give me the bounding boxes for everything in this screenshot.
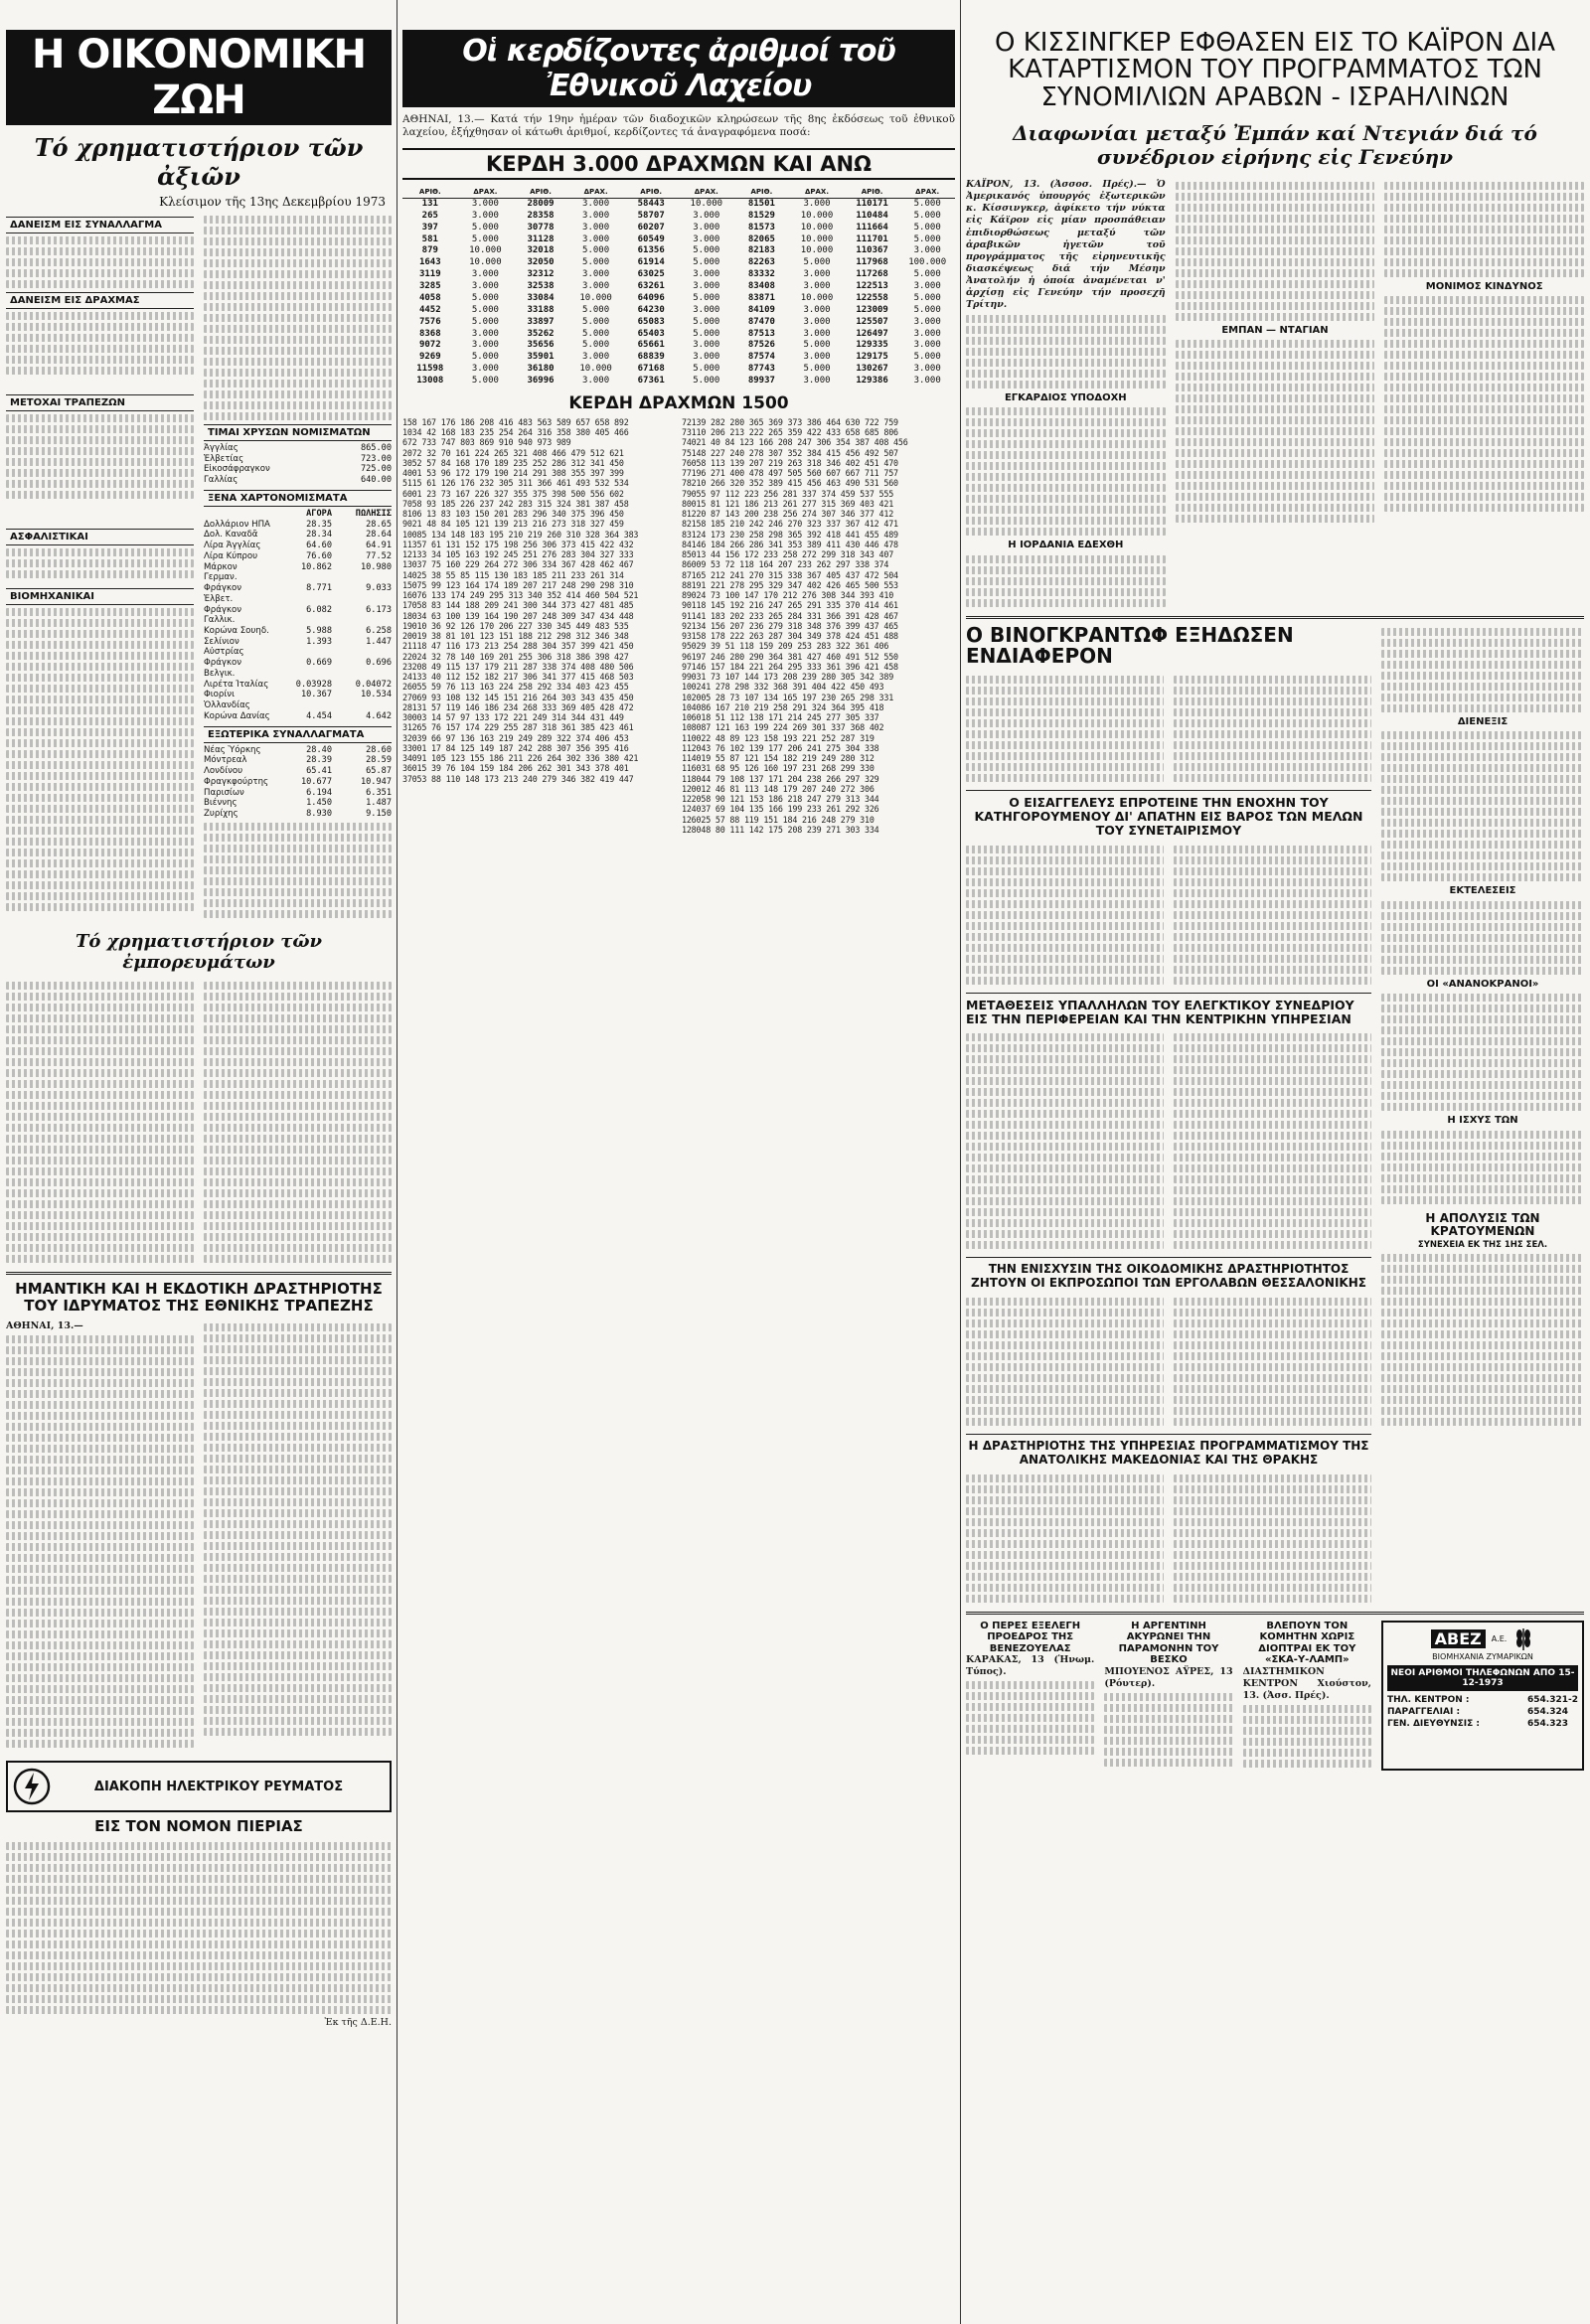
kissinger-lead: ΚΑΪΡΟΝ, 13. (Ἀσσοσ. Πρές).— Ὁ Ἀμερικανός ὑπουργός ἐξωτερικῶν κ. Κίσσινγκερ, ἀφίκετο τήν νύκτα εἰς Κάϊρον εἰς μίαν προσπάθειαν ἐπιδιορθώσεως μεταξύ τῶν ἀραβικῶν ἡγετῶν τοῦ προγράμματος τῆς εἰρηνευτικῆς διασκέψεως διά τήν Μέσην Ἀνατολήν ἡ ὁποία ἀναμένεται ν' ἀρχίσῃ εἰς Γενεύην τήν προσεχῆ Τρίτην. bbox=[966, 178, 1166, 311]
note-row: Μάρκον Γερμαν. 10.862 10.980 bbox=[204, 561, 392, 583]
gold-row: Γαλλίας 640.00 bbox=[204, 475, 392, 486]
subsection-label: Η ΙΣΧΥΣ ΤΩΝ bbox=[1447, 1115, 1518, 1127]
table-cell: 10.000 bbox=[800, 210, 834, 221]
dei-logo-icon bbox=[12, 1767, 52, 1806]
table-cell: 3.000 bbox=[803, 198, 831, 209]
ad-line-value: 654.323 bbox=[1527, 1718, 1568, 1729]
subsection-label: ΕΚΤΕΛΕΣΕΙΣ bbox=[1449, 885, 1516, 897]
table-cell: 61914 bbox=[637, 257, 665, 268]
notes-header: ΑΓΟΡΑ ΠΩΛΗΣΙΣ bbox=[306, 508, 392, 519]
table-cell: 83332 bbox=[747, 269, 775, 280]
ad-line-label: ΤΗΛ. ΚΕΝΤΡΟΝ : bbox=[1387, 1694, 1470, 1705]
note-row: Φράγκον Γαλλικ. 6.082 6.173 bbox=[204, 604, 392, 626]
wheat-logo-icon bbox=[1512, 1627, 1534, 1652]
table-header: ΑΡΙΘ. bbox=[513, 186, 568, 199]
table-cell: 3.000 bbox=[582, 269, 610, 280]
table-cell: 130267 bbox=[856, 364, 888, 375]
table-cell: 5.000 bbox=[471, 304, 499, 315]
table-cell: 3.000 bbox=[803, 316, 831, 327]
table-cell: 3.000 bbox=[471, 198, 499, 209]
table-cell: 5.000 bbox=[803, 364, 831, 375]
table-header: ΔΡΑΧ. bbox=[679, 186, 734, 199]
vinogradov-headline: Ο ΒΙΝΟΓΚΡΑΝΤΩΦ ΕΞΗΔΩΣΕΝ ΕΝΔΙΑΦΕΡΟΝ bbox=[966, 622, 1294, 668]
table-cell: 3.000 bbox=[471, 269, 499, 280]
subsection-label: ΟΙ «ΑΝΑΝΟΚΡΑΝΟΙ» bbox=[1426, 978, 1539, 990]
table-cell: 32050 bbox=[527, 257, 555, 268]
table-cell: 5.000 bbox=[803, 340, 831, 351]
table-cell: 5.000 bbox=[913, 304, 941, 315]
table-cell: 3.000 bbox=[803, 352, 831, 363]
table-cell: 5.000 bbox=[471, 233, 499, 244]
gold-row: Ἀγγλίας 865.00 bbox=[204, 443, 392, 453]
table-cell: 397 bbox=[421, 222, 438, 232]
prize-numbers-block: 158 167 176 186 208 416 483 563 589 657 658 892 1034 42 168 183 235 254 264 316 358 380 405 466 672 733 747 803 869 910 940 973 989 2072 32 70 161 224 265 321 408 466 479 512 621 3052 57 84 168 170 189 235 252 286 312 341 450 4001 53 96 172 179 190 214 291 308 355 397 399 5115 61 126 176 232 305 311 366 461 493 532 534 6001 23 73 167 226 327 355 375 398 500 556 602 7058 93 185 226 237 242 283 315 324 381 387 458 8106 13 83 103 150 201 283 296 340 375 396 450 9021 48 84 105 121 139 213 216 273 318 327 459 10085 134 148 183 195 210 219 260 310 328 364 383 11357 61 131 152 175 198 256 306 373 415 422 432 12133 34 105 163 192 245 251 276 283 304 327 333 13037 75 160 229 264 272 306 334 367 428 462 467 14025 38 55 85 115 130 183 185 211 233 261 314 15075 99 123 164 174 189 207 217 248 290 298 310 16076 133 174 249 295 313 340 352 414 460 504 521 17058 83 144 188 209 241 300 344 373 427 481 485 18034 63 100 139 164 190 207 248 309 347 434 448 19010 36 92 126 170 206 227 330 345 449 483 535 20019 38 81 101 123 151 188 212 298 312 346 348 21118 47 116 173 213 254 288 304 357 399 421 450 22024 32 78 140 169 201 255 306 318 386 398 427 23208 49 115 137 179 211 287 338 374 408 480 506 24133 40 112 152 182 217 306 341 377 415 468 503 26055 59 76 113 163 224 258 292 334 403 423 455 27069 93 108 132 145 151 216 264 303 343 435 450 28131 57 119 146 186 234 268 333 369 405 428 472 30003 14 57 97 133 172 221 249 314 344 431 449 31265 76 157 174 229 255 287 318 361 385 423 461 32039 66 97 136 163 219 249 289 322 374 406 453 33001 17 84 125 149 187 242 288 307 356 395 416 34091 105 123 155 186 211 226 264 302 336 380 421 36015 39 76 104 159 184 206 262 301 343 378 401 37053 88 110 148 173 213 240 279 346 382 419 447 bbox=[402, 416, 639, 784]
table-cell: 63261 bbox=[637, 281, 665, 292]
table-cell: 3.000 bbox=[693, 210, 720, 221]
bank-activity-headline: ΗΜΑΝΤΙΚΗ ΚΑΙ Η ΕΚΔΟΤΙΚΗ ΔΡΑΣΤΗΡΙΟΤΗΣ ΤΟΥ ΙΔΡΥΜΑΤΟΣ ΤΗΣ ΕΘΝΙΚΗΣ ΤΡΑΠΕΖΗΣ bbox=[15, 1279, 383, 1316]
table-cell: 3.000 bbox=[913, 245, 941, 256]
table-cell: 9269 bbox=[418, 352, 441, 363]
table-cell: 265 bbox=[421, 210, 438, 221]
table-cell: 1643 bbox=[418, 257, 441, 268]
table-cell: 110171 bbox=[856, 198, 888, 209]
table-cell: 5.000 bbox=[582, 340, 610, 351]
table-cell: 11598 bbox=[416, 364, 444, 375]
table-cell: 122558 bbox=[856, 292, 888, 303]
table-cell: 110484 bbox=[856, 210, 888, 221]
exchange-label: ΕΞΩΤΕΡΙΚΑ ΣΥΝΑΛΛΑΓΜΑΤΑ bbox=[204, 726, 392, 743]
table-cell: 3.000 bbox=[913, 316, 941, 327]
construction-headline: ΤΗΝ ΕΝΙΣΧΥΣΙΝ ΤΗΣ ΟΙΚΟΔΟΜΙΚΗΣ ΔΡΑΣΤΗΡΙΟΤΗΤΟΣ ΖΗΤΟΥΝ ΟΙ ΕΚΠΡΟΣΩΠΟΙ ΤΩΝ ΕΡΓΟΛΑΒΩΝ ΘΕΣΣΑΛΟΝΙΚΗΣ bbox=[971, 1262, 1366, 1291]
release-continued: ΣΥΝΕΧΕΙΑ ΕΚ ΤΗΣ 1ΗΣ ΣΕΛ. bbox=[1417, 1240, 1548, 1251]
bank-dateline: ΑΘΗΝΑΙ, 13.— bbox=[6, 1320, 83, 1332]
table-cell: 3.000 bbox=[582, 222, 610, 232]
table-cell: 36996 bbox=[527, 376, 555, 387]
note-row: Κορώνα Δανίας 4.454 4.642 bbox=[204, 710, 392, 721]
subsection-label: Η ΙΟΡΔΑΝΙΑ ΕΔΕΧΘΗ bbox=[1008, 540, 1124, 551]
table-cell: 32018 bbox=[527, 245, 555, 256]
exchange-row: Παρισίων 6.194 6.351 bbox=[204, 787, 392, 798]
table-cell: 32538 bbox=[527, 281, 555, 292]
table-header: ΑΡΙΘ. bbox=[734, 186, 790, 199]
news-column bbox=[966, 0, 1584, 2324]
table-cell: 5.000 bbox=[693, 257, 720, 268]
table-cell: 81573 bbox=[747, 222, 775, 232]
exchange-row: Φραγκφούρτης 10.677 10.947 bbox=[204, 776, 392, 787]
exchange-row: Νέας Ὑόρκης 28.40 28.60 bbox=[204, 744, 392, 755]
table-header: ΔΡΑΧ. bbox=[899, 186, 955, 199]
table-cell: 129175 bbox=[856, 352, 888, 363]
table-cell: 28009 bbox=[527, 198, 555, 209]
lottery-masthead: Οἱ κερδίζοντες ἀριθμοί τοῦ Ἐθνικοῦ Λαχείου bbox=[402, 30, 955, 107]
fraud-case-headline: Ο ΕΙΣΑΓΓΕΛΕΥΣ ΕΠΡΟΤΕΙΝΕ ΤΗΝ ΕΝΟΧΗΝ ΤΟΥ ΚΑΤΗΓΟΡΟΥΜΕΝΟΥ ΔΙ' ΑΠΑΤΗΝ ΕΙΣ ΒΑΡΟΣ ΤΩΝ ΜΕΛΩΝ ΤΟΥ ΣΥΝΕΤΑΙΡΙΣΜΟΥ bbox=[974, 794, 1363, 839]
table-cell: 125507 bbox=[856, 316, 888, 327]
table-cell: 129386 bbox=[856, 376, 888, 387]
table-cell: 3.000 bbox=[693, 352, 720, 363]
table-cell: 5.000 bbox=[582, 304, 610, 315]
table-cell: 111664 bbox=[856, 222, 888, 232]
table-cell: 3.000 bbox=[582, 198, 610, 209]
table-cell: 63025 bbox=[637, 269, 665, 280]
note-row: Σελίνιον Αὐστρίας 1.393 1.447 bbox=[204, 636, 392, 658]
table-cell: 5.000 bbox=[913, 222, 941, 232]
venezuela-dateline: ΚΑΡΑΚΑΣ, 13 (Ἡνωμ. Τύπος). bbox=[966, 1654, 1095, 1678]
gold-coins-label: ΤΙΜΑΙ ΧΡΥΣΩΝ ΝΟΜΙΣΜΑΤΩΝ bbox=[204, 424, 392, 441]
table-cell: 87526 bbox=[747, 340, 775, 351]
table-cell: 87470 bbox=[747, 316, 775, 327]
table-cell: 60549 bbox=[637, 233, 665, 244]
table-cell: 131 bbox=[421, 198, 438, 209]
table-cell: 58707 bbox=[637, 210, 665, 221]
table-cell: 81529 bbox=[747, 210, 775, 221]
table-cell: 13008 bbox=[416, 376, 444, 387]
table-cell: 87574 bbox=[747, 352, 775, 363]
economy-masthead: Η ΟΙΚΟΝΟΜΙΚΗ ΖΩΗ bbox=[6, 30, 392, 125]
table-cell: 5.000 bbox=[471, 376, 499, 387]
table-cell: 83871 bbox=[747, 292, 775, 303]
table-header: ΔΡΑΧ. bbox=[789, 186, 845, 199]
table-header: ΑΡΙΘ. bbox=[623, 186, 679, 199]
table-cell: 68839 bbox=[637, 352, 665, 363]
note-row: Φράγκον Βελγικ. 0.669 0.696 bbox=[204, 658, 392, 679]
table-cell: 3.000 bbox=[693, 269, 720, 280]
lottery-table-title: ΚΕΡΔΗ 3.000 ΔΡΑΧΜΩΝ ΚΑΙ ΑΝΩ bbox=[402, 148, 955, 180]
table-cell: 65403 bbox=[637, 328, 665, 339]
table-cell: 10.000 bbox=[800, 233, 834, 244]
table-cell: 5.000 bbox=[693, 316, 720, 327]
section-label: ΔΑΝΕΙΣΜ ΕΙΣ ΣΥΝΑΛΛΑΓΜΑ bbox=[6, 217, 194, 233]
table-cell: 5.000 bbox=[913, 233, 941, 244]
table-cell: 3.000 bbox=[582, 281, 610, 292]
lottery-results-table bbox=[402, 186, 955, 387]
commodity-title: Τό χρηματιστήριον τῶν ἐμπορευμάτων bbox=[75, 930, 323, 973]
subsection-label: ΜΟΝΙΜΟΣ ΚΙΝΔΥΝΟΣ bbox=[1425, 280, 1543, 292]
gold-row: Ἐλβετίας 723.00 bbox=[204, 453, 392, 464]
table-cell: 28358 bbox=[527, 210, 555, 221]
power-cut-box bbox=[6, 1761, 392, 1812]
table-cell: 31128 bbox=[527, 233, 555, 244]
note-row: Λίρα Ἀγγλίας 64.60 64.91 bbox=[204, 541, 392, 551]
table-cell: 3.000 bbox=[913, 364, 941, 375]
table-cell: 111701 bbox=[856, 233, 888, 244]
ad-line-label: ΓΕΝ. ΔΙΕΥΘΥΝΣΙΣ : bbox=[1387, 1718, 1481, 1729]
exchange-row: Λονδίνου 65.41 65.87 bbox=[204, 766, 392, 777]
table-cell: 5.000 bbox=[471, 292, 499, 303]
table-cell: 5.000 bbox=[582, 257, 610, 268]
table-cell: 5.000 bbox=[471, 316, 499, 327]
table-cell: 3.000 bbox=[913, 328, 941, 339]
table-cell: 5.000 bbox=[803, 257, 831, 268]
table-cell: 7576 bbox=[418, 316, 441, 327]
table-cell: 84109 bbox=[747, 304, 775, 315]
table-header: ΔΡΑΧ. bbox=[568, 186, 624, 199]
table-cell: 3.000 bbox=[803, 269, 831, 280]
power-cut-title: ΔΙΑΚΟΠΗ ΗΛΕΚΤΡΙΚΟΥ ΡΕΥΜΑΤΟΣ bbox=[93, 1779, 344, 1794]
table-cell: 3.000 bbox=[913, 340, 941, 351]
table-cell: 3.000 bbox=[693, 281, 720, 292]
table-cell: 35656 bbox=[527, 340, 555, 351]
table-cell: 67168 bbox=[637, 364, 665, 375]
table-cell: 5.000 bbox=[913, 210, 941, 221]
table-cell: 82183 bbox=[747, 245, 775, 256]
table-cell: 65661 bbox=[637, 340, 665, 351]
table-cell: 3.000 bbox=[803, 304, 831, 315]
section-label: ΑΣΦΑΛΙΣΤΙΚΑΙ bbox=[6, 529, 194, 545]
table-cell: 3.000 bbox=[471, 210, 499, 221]
comet-headline: ΒΛΕΠΟΥΝ ΤΟΝ ΚΟΜΗΤΗΝ ΧΩΡΙΣ ΔΙΟΠΤΡΑΙ ΕΚ ΤΟΥ «ΣΚΑ-Υ-ΛΑΜΠ» bbox=[1258, 1620, 1356, 1666]
table-cell: 5.000 bbox=[913, 352, 941, 363]
abez-banner: ΝΕΟΙ ΑΡΙΘΜΟΙ ΤΗΛΕΦΩΝΩΝ ΑΠΟ 15-12-1973 bbox=[1387, 1665, 1578, 1691]
table-cell: 3.000 bbox=[471, 281, 499, 292]
table-cell: 9072 bbox=[418, 340, 441, 351]
table-cell: 8368 bbox=[418, 328, 441, 339]
table-cell: 10.000 bbox=[690, 198, 723, 209]
lottery-intro: ΑΘΗΝΑΙ, 13.— Κατά τήν 19ην ἡμέραν τῶν διαδοχικῶν κληρώσεων τῆς 8ης ἐκδόσεως τοῦ ἐθνικοῦ λαχείου, ἐξήχθησαν οἱ κάτωθι ἀριθμοί, κερδίζοντες τά ἀναγραφόμενα ποσά: bbox=[402, 113, 955, 139]
table-cell: 3.000 bbox=[913, 281, 941, 292]
table-cell: 36180 bbox=[527, 364, 555, 375]
exchange-row: Βιέννης 1.450 1.487 bbox=[204, 798, 392, 809]
release-headline: Η ΑΠΟΛΥΣΙΣ ΤΩΝ ΚΡΑΤΟΥΜΕΝΩΝ bbox=[1425, 1210, 1540, 1239]
table-cell: 87513 bbox=[747, 328, 775, 339]
table-cell: 10.000 bbox=[800, 222, 834, 232]
table-cell: 61356 bbox=[637, 245, 665, 256]
argentina-dateline: ΜΠΟΥΕΝΟΣ ΑΫΡΕΣ, 13 (Ρόυτερ). bbox=[1104, 1665, 1233, 1689]
section-label: ΒΙΟΜΗΧΑΝΙΚΑΙ bbox=[6, 588, 194, 605]
table-cell: 10.000 bbox=[579, 292, 612, 303]
close-date: Κλείσιμον τῆς 13ης Δεκεμβρίου 1973 bbox=[159, 195, 386, 209]
table-cell: 5.000 bbox=[471, 352, 499, 363]
table-cell: 33084 bbox=[527, 292, 555, 303]
planning-headline: Η ΔΡΑΣΤΗΡΙΟΤΗΣ ΤΗΣ ΥΠΗΡΕΣΙΑΣ ΠΡΟΓΡΑΜΜΑΤΙΣΜΟΥ ΤΗΣ ΑΝΑΤΟΛΙΚΗΣ ΜΑΚΕΔΟΝΙΑΣ ΚΑΙ ΤΗΣ ΘΡΑΚΗΣ bbox=[968, 1439, 1369, 1467]
foreign-notes-label: ΞΕΝΑ ΧΑΡΤΟΝΟΜΙΣΜΑΤΑ bbox=[204, 490, 392, 507]
table-cell: 117268 bbox=[856, 269, 888, 280]
small-prizes-title: ΚΕΡΔΗ ΔΡΑΧΜΩΝ 1500 bbox=[568, 392, 789, 413]
table-cell: 35262 bbox=[527, 328, 555, 339]
table-cell: 5.000 bbox=[693, 292, 720, 303]
audit-transfers-headline: ΜΕΤΑΘΕΣΕΙΣ ΥΠΑΛΛΗΛΩΝ ΤΟΥ ΕΛΕΓΚΤΙΚΟΥ ΣΥΝΕΔΡΙΟΥ ΕΙΣ ΤΗΝ ΠΕΡΙΦΕΡΕΙΑΝ ΚΑΙ ΤΗΝ ΚΕΝΤΡΙΚΗΝ ΥΠΗΡΕΣΙΑΝ bbox=[966, 997, 1354, 1027]
abez-brand-suffix: Α.Ε. bbox=[1491, 1634, 1508, 1644]
table-cell: 10.000 bbox=[469, 257, 502, 268]
table-header: ΑΡΙΘ. bbox=[845, 186, 900, 199]
table-cell: 67361 bbox=[637, 376, 665, 387]
venezuela-headline: Ο ΠΕΡΕΣ ΕΞΕΛΕΓΗ ΠΡΟΕΔΡΟΣ ΤΗΣ ΒΕΝΕΖΟΥΕΛΑΣ bbox=[980, 1620, 1081, 1654]
table-cell: 5.000 bbox=[582, 316, 610, 327]
subsection-label: ΕΓΚΑΡΔΙΟΣ ΥΠΟΔΟΧΗ bbox=[1004, 391, 1127, 403]
table-cell: 3.000 bbox=[803, 328, 831, 339]
argentina-headline: Η ΑΡΓΕΝΤΙΝΗ ΑΚΥΡΩΝΕΙ ΤΗΝ ΠΑΡΑΜΟΝΗΝ ΤΟΥ ΒΕΣΚΟ bbox=[1118, 1620, 1219, 1666]
prize-numbers-block: 72139 282 280 365 369 373 386 464 630 722 759 73110 206 213 222 265 359 422 433 658 685 806 74021 40 84 123 166 208 247 306 354 387 408 456 75148 227 240 278 307 352 384 415 456 492 507 76058 113 139 207 219 263 318 346 402 451 470 77196 271 400 478 497 505 560 607 667 711 757 78210 266 320 352 389 415 456 463 490 531 560 79055 97 112 223 256 281 337 374 459 537 555 80015 81 121 186 213 261 277 315 369 403 421 81220 87 143 200 238 256 274 307 346 377 412 82158 185 210 242 246 270 323 337 367 412 471 83124 173 230 258 298 365 392 418 441 455 489 84146 184 266 286 341 353 389 411 430 446 478 85013 44 156 172 233 258 272 299 318 343 407 86009 53 72 118 164 207 233 262 297 338 374 87165 212 241 270 315 338 367 405 437 472 504 88191 221 278 295 329 347 402 426 465 500 553 89024 73 100 147 170 212 276 308 344 393 410 90118 145 192 216 247 265 291 335 370 414 461 91141 183 202 233 265 284 331 366 391 428 467 92134 156 207 236 279 318 348 376 399 437 465 93158 178 222 263 287 304 349 378 424 451 488 95029 39 51 118 159 209 253 283 322 361 406 96197 246 280 290 364 381 427 460 491 512 550 97146 157 184 221 264 295 333 361 396 421 458 99031 73 107 144 173 208 239 280 305 342 389 100241 278 298 332 368 391 404 422 450 493 102005 28 73 107 134 165 197 230 265 298 331 104086 167 210 219 258 291 324 364 395 418 106018 51 112 138 171 214 245 277 305 337 108087 121 163 199 224 269 301 337 368 402 110022 48 89 123 158 193 221 252 287 319 112043 76 102 139 177 206 241 275 304 338 114019 55 87 121 154 182 219 249 280 312 116031 68 95 126 160 197 231 268 299 330 118044 79 108 137 171 204 238 266 297 329 120012 46 81 113 148 179 207 240 272 306 122058 90 121 153 186 218 247 279 313 344 124037 69 104 135 166 199 233 261 292 326 126025 57 88 119 151 184 216 248 279 310 128048 80 111 142 175 208 239 271 303 334 bbox=[682, 416, 908, 835]
table-header: ΔΡΑΧ. bbox=[458, 186, 514, 199]
table-cell: 110367 bbox=[856, 245, 888, 256]
table-cell: 3.000 bbox=[693, 233, 720, 244]
table-cell: 33897 bbox=[527, 316, 555, 327]
table-cell: 100.000 bbox=[908, 257, 947, 268]
table-cell: 5.000 bbox=[693, 245, 720, 256]
section-label: ΔΑΝΕΙΣΜ ΕΙΣ ΔΡΑΧΜΑΣ bbox=[6, 292, 194, 309]
table-cell: 33188 bbox=[527, 304, 555, 315]
table-cell: 5.000 bbox=[693, 376, 720, 387]
ad-line-label: ΠΑΡΑΓΓΕΛΙΑΙ : bbox=[1387, 1706, 1461, 1717]
note-row: Δολ. Καναδᾶ 28.34 28.64 bbox=[204, 530, 392, 541]
subsection-label: ΔΙΕΝΕΞΙΣ bbox=[1457, 715, 1509, 727]
table-cell: 65083 bbox=[637, 316, 665, 327]
table-cell: 3.000 bbox=[582, 352, 610, 363]
table-cell: 5.000 bbox=[582, 328, 610, 339]
table-cell: 64096 bbox=[637, 292, 665, 303]
table-cell: 581 bbox=[421, 233, 438, 244]
table-cell: 3.000 bbox=[803, 376, 831, 387]
table-cell: 3285 bbox=[418, 281, 441, 292]
table-cell: 30778 bbox=[527, 222, 555, 232]
subsection-label: ΕΜΠΑΝ — ΝΤΑΓΙΑΝ bbox=[1221, 324, 1329, 336]
table-cell: 82065 bbox=[747, 233, 775, 244]
power-cut-subtitle: ΕΙΣ ΤΟΝ ΝΟΜΟΝ ΠΙΕΡΙΑΣ bbox=[94, 1817, 303, 1836]
note-row: Λίρα Κύπρου 76.60 77.52 bbox=[204, 550, 392, 561]
finance-column bbox=[6, 0, 392, 2324]
table-cell: 117968 bbox=[856, 257, 888, 268]
table-cell: 5.000 bbox=[913, 292, 941, 303]
table-cell: 5.000 bbox=[582, 245, 610, 256]
note-row: Κορώνα Σουηδ. 5.988 6.258 bbox=[204, 626, 392, 637]
table-cell: 35901 bbox=[527, 352, 555, 363]
table-cell: 3.000 bbox=[471, 364, 499, 375]
abez-advertisement bbox=[1381, 1621, 1584, 1771]
table-cell: 3.000 bbox=[582, 376, 610, 387]
table-cell: 81501 bbox=[747, 198, 775, 209]
lottery-column bbox=[402, 0, 955, 2324]
table-cell: 3119 bbox=[418, 269, 441, 280]
table-cell: 5.000 bbox=[693, 364, 720, 375]
table-cell: 123009 bbox=[856, 304, 888, 315]
ad-line-value: 654.324 bbox=[1527, 1706, 1568, 1717]
table-cell: 87743 bbox=[747, 364, 775, 375]
table-header: ΑΡΙΘ. bbox=[402, 186, 458, 199]
gold-row: Εἰκοσάφραγκον 725.00 bbox=[204, 464, 392, 475]
kissinger-subheadline: Διαφωνίαι μεταξύ Ἐμπάν καί Ντεγιάν διά τό συνέδριον εἰρήνης εἰς Γενεύην bbox=[1013, 120, 1537, 169]
table-cell: 3.000 bbox=[693, 222, 720, 232]
table-cell: 10.000 bbox=[469, 245, 502, 256]
power-cut-signature: Ἐκ τῆς Δ.Ε.Η. bbox=[324, 2016, 392, 2028]
stock-exchange-title: Τό χρηματιστήριον τῶν ἀξιῶν bbox=[34, 133, 364, 191]
table-cell: 10.000 bbox=[579, 364, 612, 375]
table-cell: 10.000 bbox=[800, 245, 834, 256]
exchange-row: Μόντρεαλ 28.39 28.59 bbox=[204, 755, 392, 766]
table-cell: 3.000 bbox=[582, 233, 610, 244]
table-cell: 879 bbox=[421, 245, 438, 256]
table-cell: 3.000 bbox=[693, 304, 720, 315]
kissinger-headline: Ο ΚΙΣΣΙΝΓΚΕΡ ΕΦΘΑΣΕΝ ΕΙΣ ΤΟ ΚΑΪΡΟΝ ΔΙΑ ΚΑΤΑΡΤΙΣΜΟΝ ΤΟΥ ΠΡΟΓΡΑΜΜΑΤΟΣ ΤΩΝ ΣΥΝΟΜΙΛΙΩΝ ΑΡΑΒΩΝ - ΙΣΡΑΗΛΙΝΩΝ bbox=[994, 28, 1556, 112]
section-label: ΜΕΤΟΧΑΙ ΤΡΑΠΕΖΩΝ bbox=[6, 394, 194, 411]
table-cell: 3.000 bbox=[471, 328, 499, 339]
table-cell: 5.000 bbox=[913, 269, 941, 280]
table-cell: 5.000 bbox=[693, 328, 720, 339]
table-cell: 3.000 bbox=[913, 376, 941, 387]
note-row: Λιρέτα Ἰταλίας 0.03928 0.04072 bbox=[204, 679, 392, 690]
table-cell: 126497 bbox=[856, 328, 888, 339]
table-cell: 122513 bbox=[856, 281, 888, 292]
table-cell: 3.000 bbox=[693, 340, 720, 351]
table-cell: 89937 bbox=[747, 376, 775, 387]
table-cell: 5.000 bbox=[471, 222, 499, 232]
exchange-row: Ζυρίχης 8.930 9.150 bbox=[204, 809, 392, 820]
table-cell: 10.000 bbox=[800, 292, 834, 303]
note-row: Δολλάριον ΗΠΑ 28.35 28.65 bbox=[204, 519, 392, 530]
table-cell: 83408 bbox=[747, 281, 775, 292]
table-cell: 4452 bbox=[418, 304, 441, 315]
table-cell: 82263 bbox=[747, 257, 775, 268]
table-cell: 3.000 bbox=[803, 281, 831, 292]
note-row: Φιορίνι Ὁλλανδίας 10.367 10.534 bbox=[204, 690, 392, 711]
table-cell: 5.000 bbox=[913, 198, 941, 209]
abez-company: ΒΙΟΜΗΧΑΝΙΑ ΖΥΜΑΡΙΚΩΝ bbox=[1432, 1651, 1533, 1661]
table-cell: 4058 bbox=[418, 292, 441, 303]
table-cell: 129335 bbox=[856, 340, 888, 351]
table-cell: 60207 bbox=[637, 222, 665, 232]
ad-line-value: 654.321-2 bbox=[1527, 1694, 1578, 1705]
abez-brand: ΑΒΕΖ bbox=[1431, 1629, 1486, 1648]
table-cell: 58443 bbox=[637, 198, 665, 209]
table-cell: 3.000 bbox=[471, 340, 499, 351]
comet-dateline: ΔΙΑΣΤΗΜΙΚΟΝ ΚΕΝΤΡΟΝ Χιούστον, 13. (Ἀσσ. Πρές). bbox=[1242, 1665, 1371, 1701]
table-cell: 3.000 bbox=[582, 210, 610, 221]
table-cell: 32312 bbox=[527, 269, 555, 280]
note-row: Φράγκον Ἑλβετ. 8.771 9.033 bbox=[204, 583, 392, 604]
table-cell: 64230 bbox=[637, 304, 665, 315]
